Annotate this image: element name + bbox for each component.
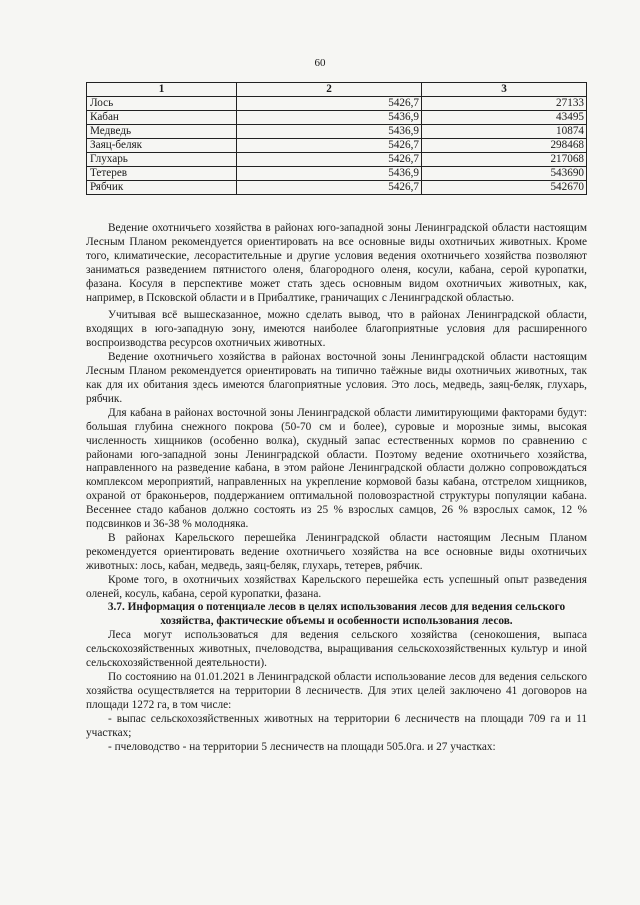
area-value: 5436,9: [237, 125, 422, 139]
list-item-beekeeping: - пчеловодство - на территории 5 лесничеств на площади 505.0га. и 27 участках:: [108, 740, 496, 753]
count-value: 10874: [422, 125, 587, 139]
species-table: [86, 82, 587, 195]
section-heading: 3.7. Информация о потенциале лесов в целях использования лесов для ведения сельского хозяйства, фактические объемы и особенности использования лесов.: [107, 601, 566, 628]
count-value: 298468: [422, 139, 587, 153]
table-row: [87, 97, 587, 111]
species-name: Заяц-беляк: [87, 139, 237, 153]
area-value: 5436,9: [237, 167, 422, 181]
paragraph-conclusion: Учитывая всё вышесказанное, можно сделать вывод, что в районах Ленинградской области, входящих в юго-западную зону, имеются наиболее благоприятные условия для расширенного воспроизводства ресурсов охотничьих животных.: [86, 309, 587, 350]
paragraph-breeding-experience: Кроме того, в охотничьих хозяйствах Карельского перешейка есть успешный опыт разведения оленей, косуль, кабана, серой куропатки, фазана.: [86, 573, 587, 600]
table-row: [87, 125, 587, 139]
table-row: [87, 167, 587, 181]
count-value: 217068: [422, 153, 587, 167]
paragraph-southwest-zone: Ведение охотничьего хозяйства в районах юго-западной зоны Ленинградской области настоящим Лесным Планом рекомендуется ориентировать на все основные виды охотничьих животных. Кроме того, климатические, лесорастительные и другие условия ведения охотничьего хозяйства позволяют заниматься разведением пятнистого оленя, благородного оленя, косули, кабана, серой куропатки, фазана. Косуля в перспективе может стать здесь основным видом охотничьих животных, как, например, в Псковской области и в Прибалтике, граничащих с Ленинградской областью.: [86, 222, 587, 304]
body-text: [86, 222, 587, 754]
count-value: 543690: [422, 167, 587, 181]
species-name: Рябчик: [87, 181, 237, 195]
column-header-3: 3: [422, 83, 587, 97]
paragraph-east-zone: Ведение охотничьего хозяйства в районах восточной зоны Ленинградской области настоящим Лесным Планом рекомендуется ориентировать на типично таёжные виды охотничьих животных, так как для их обитания здесь имеются благоприятные условия. Это лось, медведь, заяц-беляк, глухарь, рябчик.: [86, 351, 587, 405]
table-row: [87, 139, 587, 153]
species-name: Медведь: [87, 125, 237, 139]
area-value: 5426,7: [237, 153, 422, 167]
count-value: 542670: [422, 181, 587, 195]
column-header-1: 1: [87, 83, 237, 97]
count-value: 27133: [422, 97, 587, 111]
area-value: 5426,7: [237, 97, 422, 111]
species-name: Лось: [87, 97, 237, 111]
paragraph-status-2021: По состоянию на 01.01.2021 в Ленинградской области использование лесов для ведения сельского хозяйства осуществляется на территории 8 лесничеств. Для этих целей заключено 41 договоров на площади 1272 га, в том числе:: [86, 671, 587, 711]
count-value: 43495: [422, 111, 587, 125]
species-name: Тетерев: [87, 167, 237, 181]
paragraph-agriculture-use: Леса могут использоваться для ведения сельского хозяйства (сенокошения, выпаса сельскохозяйственных животных, пчеловодства, выращивания сельскохозяйственных культур и иной сельскохозяйственной деятельности).: [86, 629, 587, 670]
species-name: Глухарь: [87, 153, 237, 167]
table-row: [87, 181, 587, 195]
area-value: 5436,9: [237, 111, 422, 125]
column-header-2: 2: [237, 83, 422, 97]
area-value: 5426,7: [237, 181, 422, 195]
area-value: 5426,7: [237, 139, 422, 153]
paragraph-boar-factors: Для кабана в районах восточной зоны Ленинградской области лимитирующими факторами будут: большая глубина снежного покрова (50-70 см и более), суровые и морозные зимы, высокая численность хищников (особенно волка), скудный запас естественных кормов по сравнению с районами юго-западной зоны Ленинградской области. Поэтому ведение охотничьего хозяйства, направленного на разведение кабана, в этом районе Ленинградской области должно сопровождаться комплексом мероприятий, направленных на укрепление кормовой базы кабана, отстрелом хищников, охраной от браконьеров, поддержанием оптимальной половозрастной структуры популяции кабана. Весеннее стадо кабанов должно состоять из 25 % взрослых самцов, 26 % взрослых самок, 12 % подсвинков и 36-38 % молодняка.: [86, 406, 587, 531]
paragraph-karelian-isthmus: В районах Карельского перешейка Ленинградской области настоящим Лесным Планом рекомендуется ориентировать ведение охотничьего хозяйства на все основные виды охотничьих животных: лось, кабан, медведь, заяц-беляк, глухарь, тетерев, рябчик.: [86, 531, 587, 572]
table-row: [87, 153, 587, 167]
table-row: [87, 111, 587, 125]
table-header-row: [87, 83, 587, 97]
page-number: 60: [314, 57, 326, 69]
species-name: Кабан: [87, 111, 237, 125]
list-item-grazing: - выпас сельскохозяйственных животных на территории 6 лесничеств на площади 709 га и 11 участках;: [86, 712, 587, 739]
